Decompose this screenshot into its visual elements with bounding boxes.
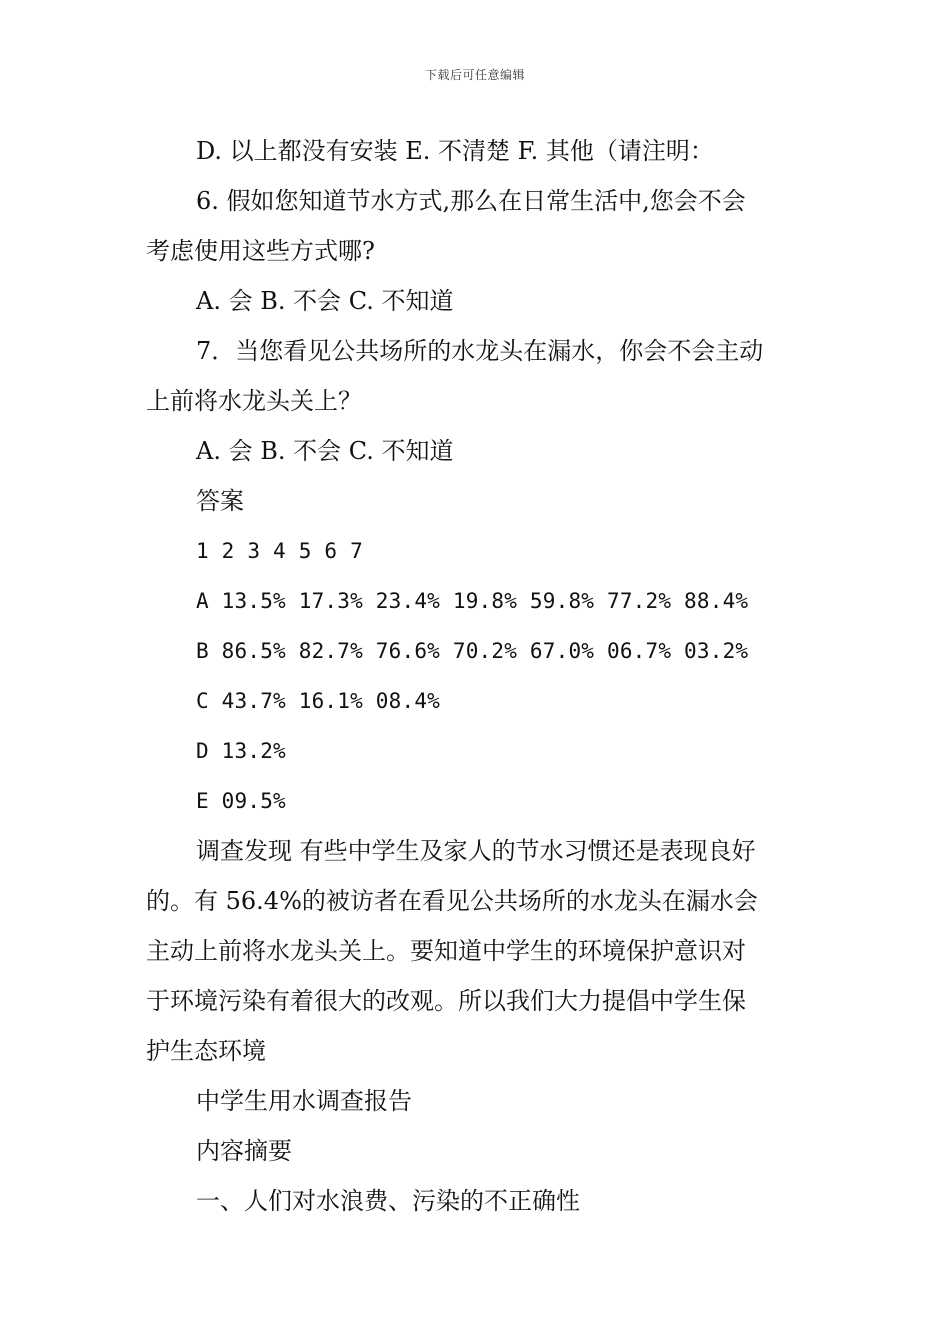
option-line-q5: D. 以上都没有安装 E. 不清楚 F. 其他（请注明： xyxy=(196,137,714,165)
findings-paragraph-line-2: 的。有 56.4%的被访者在看见公共场所的水龙头在漏水会 xyxy=(146,887,758,915)
answers-row-a: A 13.5% 17.3% 23.4% 19.8% 59.8% 77.2% 88.4% xyxy=(196,589,749,613)
question-6-line-1: 6. 假如您知道节水方式,那么在日常生活中,您会不会 xyxy=(196,187,746,215)
findings-paragraph-line-5: 护生态环境 xyxy=(146,1037,266,1065)
section-heading-1: 一、人们对水浪费、污染的不正确性 xyxy=(196,1187,580,1215)
page-header: 下载后可任意编辑 xyxy=(424,68,525,82)
answers-row-e: E 09.5% xyxy=(196,789,286,813)
question-6-line-2: 考虑使用这些方式哪? xyxy=(146,237,375,265)
question-6-options: A. 会 B. 不会 C. 不知道 xyxy=(196,287,454,315)
report-title: 中学生用水调查报告 xyxy=(196,1087,412,1115)
answers-row-d: D 13.2% xyxy=(196,739,286,763)
answers-row-c: C 43.7% 16.1% 08.4% xyxy=(196,689,441,713)
document-body xyxy=(146,126,808,1226)
question-7-line-2: 上前将水龙头关上？ xyxy=(146,387,362,415)
answers-row-b: B 86.5% 82.7% 76.6% 70.2% 67.0% 06.7% 03.2% xyxy=(196,639,749,663)
findings-paragraph-line-1: 调查发现 有些中学生及家人的节水习惯还是表现良好 xyxy=(196,837,756,865)
answers-heading: 答案 xyxy=(196,487,244,515)
answers-column-numbers: 1 2 3 4 5 6 7 xyxy=(196,539,363,563)
findings-paragraph-line-3: 主动上前将水龙头关上。要知道中学生的环境保护意识对 xyxy=(146,937,746,965)
abstract-heading: 内容摘要 xyxy=(196,1137,292,1165)
question-7-line-1: 7．当您看见公共场所的水龙头在漏水，你会不会主动 xyxy=(196,337,764,365)
findings-paragraph-line-4: 于环境污染有着很大的改观。所以我们大力提倡中学生保 xyxy=(146,987,746,1015)
question-7-options: A. 会 B. 不会 C. 不知道 xyxy=(196,437,454,465)
